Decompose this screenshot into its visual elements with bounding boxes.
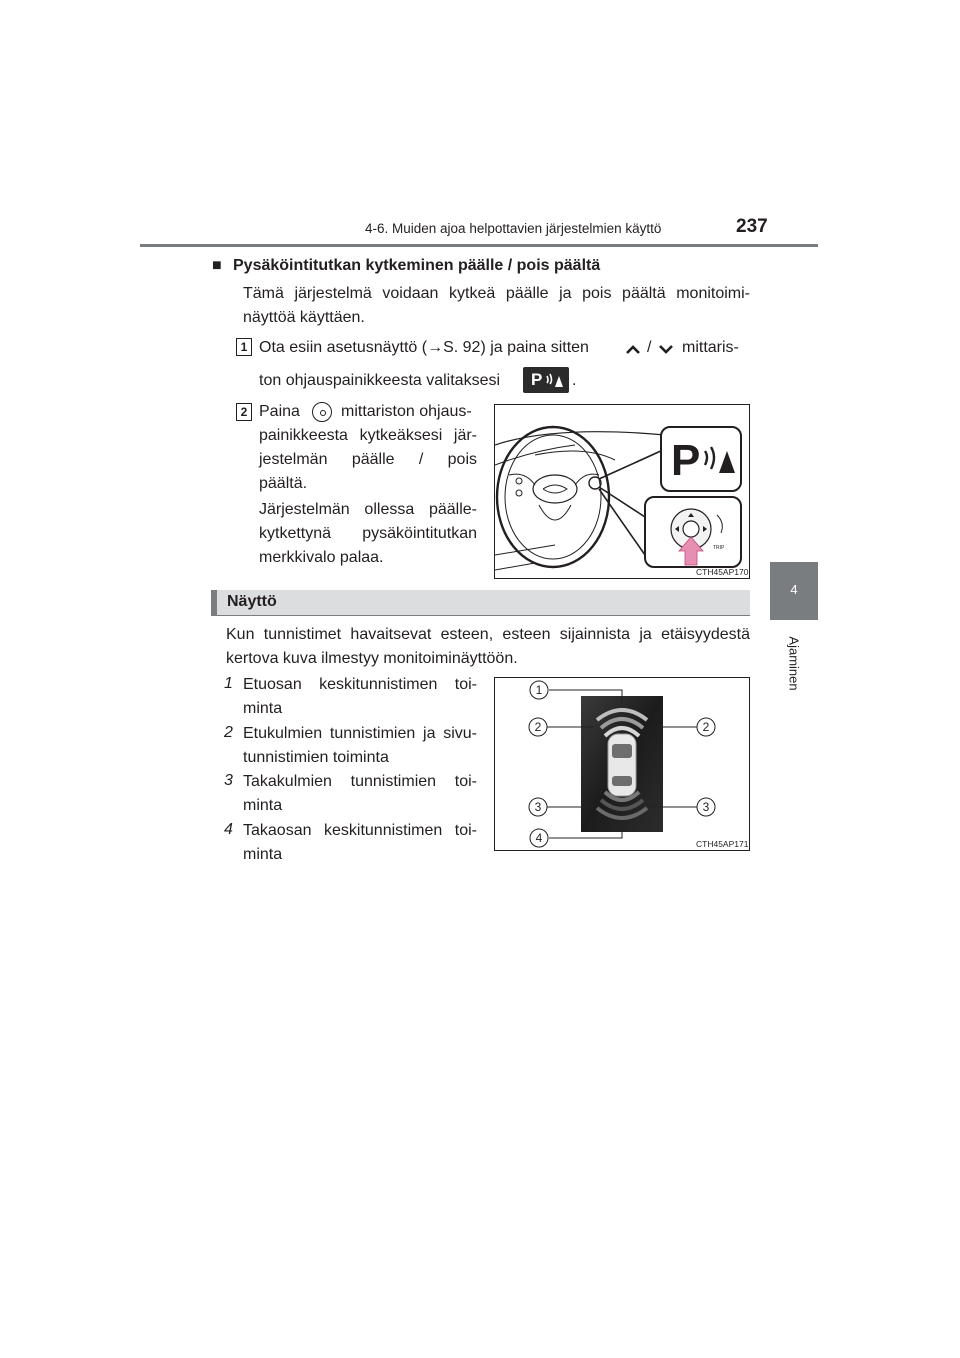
list-item-2-line-1: Etukulmien tunnistimien ja sivu- xyxy=(243,725,477,742)
heading-text: Pysäköintitutkan kytkeminen päälle / pois päältä xyxy=(233,257,601,274)
list-item-4-line-2: minta xyxy=(243,846,283,863)
step-2-note-2: kytkettynä pysäköintitutkan xyxy=(259,525,477,542)
callout-3-right: 3 xyxy=(702,800,710,814)
step-2-line-3: jestelmän päälle / pois xyxy=(259,451,477,468)
step-2-note-1: Järjestelmän ollessa päälle- xyxy=(259,501,477,518)
step-1-separator: / xyxy=(647,339,652,356)
step-2-line-1b: mittariston ohjaus- xyxy=(341,403,472,420)
callout-3-left: 3 xyxy=(534,800,542,814)
steering-wheel-figure xyxy=(494,404,750,579)
display-intro-line-2: kertova kuva ilmestyy monitoiminäyttöön. xyxy=(226,650,518,667)
trip-label: TRIP xyxy=(713,545,725,551)
step-2-line-2: painikkeesta kytkeäksesi jär- xyxy=(259,427,477,444)
intro-line-1: Tämä järjestelmä voidaan kytkeä päälle ja pois päältä monitoimi- xyxy=(243,285,750,302)
step-1-number: 1 xyxy=(236,338,252,356)
list-item-4-number: 4 xyxy=(224,821,233,838)
chapter-number: 4 xyxy=(790,582,798,597)
heading-bullet: ■ xyxy=(212,257,222,274)
callout-badge-letter: P xyxy=(671,436,701,485)
list-item-2-number: 2 xyxy=(224,724,233,741)
list-item-3-line-1: Takakulmien tunnistimien toi- xyxy=(243,773,477,790)
header-rule xyxy=(140,244,818,247)
list-item-4-line-1: Takaosan keskitunnistimen toi- xyxy=(243,822,477,839)
chapter-label: Ajaminen xyxy=(786,636,802,691)
step-2-note-3: merkkivalo palaa. xyxy=(259,549,384,566)
list-item-1-line-2: minta xyxy=(243,700,283,717)
chevron-down-icon xyxy=(657,340,675,358)
list-item-3-line-2: minta xyxy=(243,797,283,814)
sensor-display-figure xyxy=(494,677,750,851)
callout-2-right: 2 xyxy=(702,720,710,734)
callout-4: 4 xyxy=(535,831,543,845)
figure-2-code: CTH45AP171 xyxy=(696,839,749,849)
step-2-number: 2 xyxy=(236,403,252,421)
parking-badge-letter: P xyxy=(531,370,543,389)
intro-line-2: näyttöä käyttäen. xyxy=(243,309,365,326)
chapter-tab xyxy=(770,562,818,620)
section-header xyxy=(211,590,750,616)
sensor-waves-icon xyxy=(545,371,565,389)
list-item-3-number: 3 xyxy=(224,772,233,789)
step-1-line-2-end: . xyxy=(572,372,577,389)
callout-2-left: 2 xyxy=(534,720,542,734)
chapter-label-container xyxy=(770,628,818,698)
step-2-line-1a: Paina xyxy=(259,403,300,420)
list-item-1-number: 1 xyxy=(224,675,233,692)
section-title: Näyttö xyxy=(227,593,277,610)
callout-1: 1 xyxy=(535,683,543,697)
header-section-title: 4-6. Muiden ajoa helpottavien järjestelmien käyttö xyxy=(365,221,662,236)
step-1-line-1a: Ota esiin asetusnäyttö (→S. 92) ja paina sitten xyxy=(259,339,589,356)
list-item-1-line-1: Etuosan keskitunnistimen toi- xyxy=(243,676,477,693)
page-number: 237 xyxy=(736,216,768,237)
list-item-2-line-2: tunnistimien toiminta xyxy=(243,749,389,766)
step-1-line-2: ton ohjauspainikkeesta valitaksesi xyxy=(259,372,501,389)
step-1-line-1b: mittaris- xyxy=(682,339,739,356)
chevron-up-icon xyxy=(624,340,642,358)
parking-sensor-badge-icon xyxy=(523,367,569,393)
sensor-display-illustration xyxy=(495,678,750,851)
figure-1-code: CTH45AP170 xyxy=(696,567,749,577)
step-2-line-4: päältä. xyxy=(259,475,308,492)
display-intro-line-1: Kun tunnistimet havaitsevat esteen, esteen sijainnista ja etäisyydestä xyxy=(226,626,750,643)
steering-wheel-illustration xyxy=(495,405,750,579)
ok-button-icon xyxy=(312,402,332,422)
